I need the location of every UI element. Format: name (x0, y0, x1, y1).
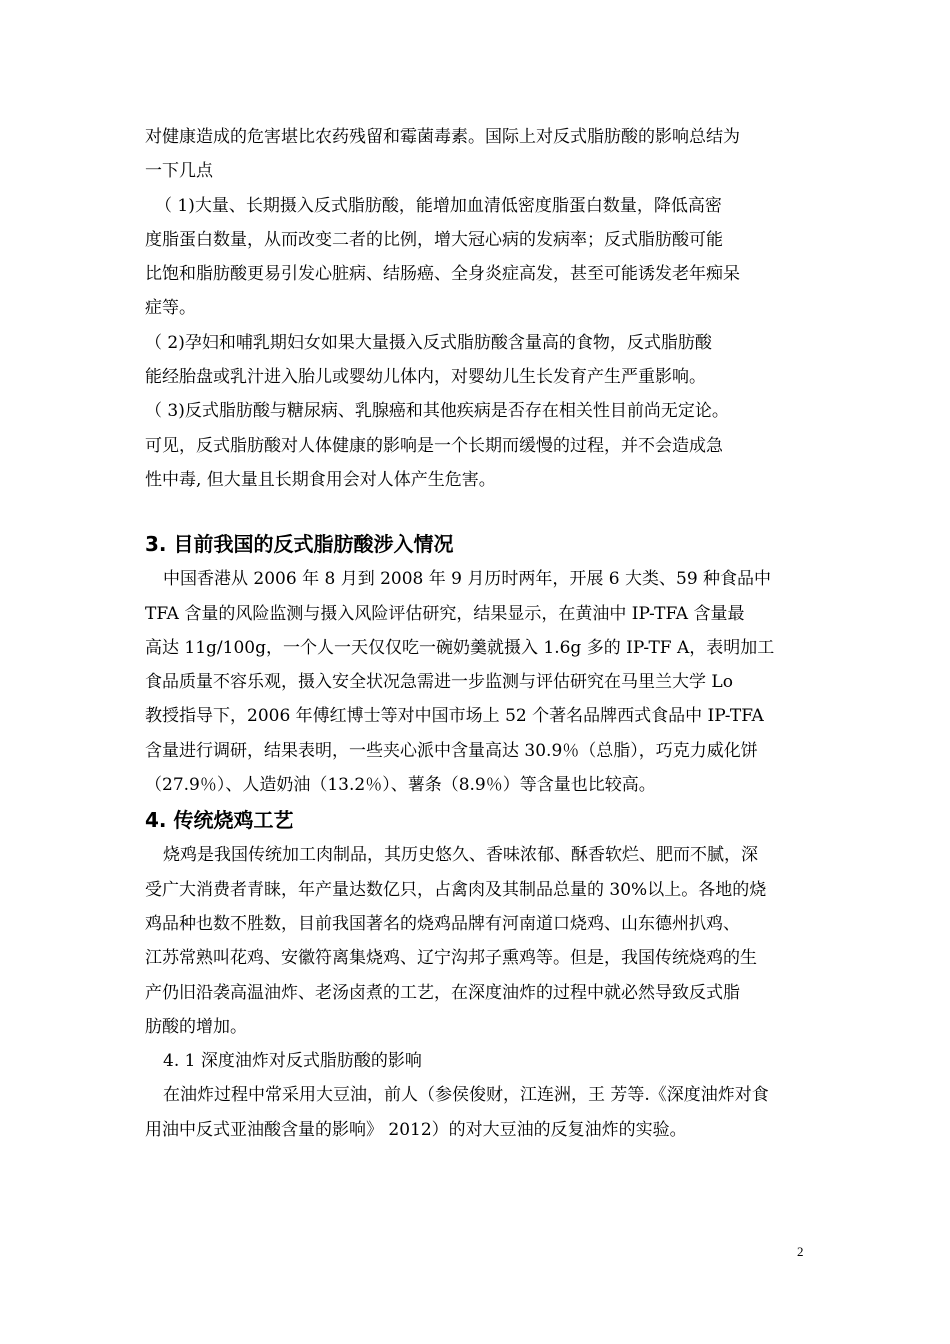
text-line: 受广大消费者青睐，年产量达数亿只，占禽肉及其制品总量的 30%以上。各地的烧 (145, 879, 767, 900)
text-line: （ 2)孕妇和哺乳期妇女如果大量摄入反式脂肪酸含量高的食物，反式脂肪酸 (145, 332, 712, 353)
text-line: 症等。 (145, 298, 196, 319)
text-line: 教授指导下，2006 年傅红博士等对中国市场上 52 个著名品牌西式食品中 IP-TFA (145, 706, 764, 727)
text-line: （ 1)大量、长期摄入反式脂肪酸，能增加血清低密度脂蛋白数量，降低高密 (155, 195, 722, 216)
text-line: 能经胎盘或乳汁进入胎儿或婴幼儿体内，对婴幼儿生长发育产生严重影响。 (145, 367, 706, 388)
text-line: 度脂蛋白数量，从而改变二者的比例，增大冠心病的发病率；反式脂肪酸可能 (145, 229, 723, 250)
text-line: 江苏常熟叫花鸡、安徽符离集烧鸡、辽宁沟邦子熏鸡等。但是，我国传统烧鸡的生 (145, 948, 757, 969)
text-line: 鸡品种也数不胜数，目前我国著名的烧鸡品牌有河南道口烧鸡、山东德州扒鸡、 (145, 913, 740, 934)
text-line: 烧鸡是我国传统加工肉制品，其历史悠久、香味浓郁、酥香软烂、肥而不腻，深 (163, 845, 758, 866)
text-line: 中国香港从 2006 年 8 月到 2008 年 9 月历时两年，开展 6 大类、59 种食品中 (163, 569, 772, 590)
section-3-body (145, 562, 810, 802)
page-number: 2 (797, 1244, 804, 1259)
text-line: 食品质量不容乐观，摄入安全状况急需进一步监测与评估研究在马里兰大学 Lo (145, 672, 733, 693)
list-item-1 (145, 189, 810, 326)
subsection-body (145, 1078, 810, 1147)
text-line: 含量进行调研，结果表明，一些夹心派中含量高达 30.9％（总脂），巧克力威化饼 (145, 740, 758, 761)
text-line: 产仍旧沿袭高温油炸、老汤卤煮的工艺，在深度油炸的过程中就必然导致反式脂 (145, 982, 740, 1003)
text-line: TFA 含量的风险监测与摄入风险评估研究，结果显示，在黄油中 IP-TFA 含量最 (145, 603, 745, 624)
text-line: 高达 11g/100g，一个人一天仅仅吃一碗奶羹就摄入 1.6g 多的 IP-TF A，表明加工 (145, 637, 775, 658)
intro-paragraph (145, 120, 810, 189)
section-4-heading: 4. 传统烧鸡工艺 (145, 808, 294, 833)
text-line: 用油中反式亚油酸含量的影响》 2012）的对大豆油的反复油炸的实验。 (145, 1119, 687, 1140)
text-line: 肪酸的增加。 (145, 1016, 247, 1037)
text-line: 可见，反式脂肪酸对人体健康的影响是一个长期而缓慢的过程，并不会造成急 (145, 435, 723, 456)
text-line: （ 3)反式脂肪酸与糖尿病、乳腺癌和其他疾病是否存在相关性目前尚无定论。 (145, 401, 729, 422)
section-3-heading: 3. 目前我国的反式脂肪酸涉入情况 (145, 532, 454, 557)
text-line: 在油炸过程中常采用大豆油，前人（参侯俊财，江连洲，王 芳等.《深度油炸对食 (163, 1085, 769, 1106)
text-line: 对健康造成的危害堪比农药残留和霉菌毒素。国际上对反式脂肪酸的影响总结为 (145, 127, 740, 147)
text-line: （27.9％）、人造奶油（13.2％）、薯条（8.9％）等含量也比较高。 (145, 775, 656, 796)
section-spacer (145, 497, 810, 526)
page-content (145, 120, 810, 1147)
section-4-body (145, 838, 810, 1044)
list-item-2 (145, 326, 810, 395)
text-line: 性中毒, 但大量且长期食用会对人体产生危害。 (145, 469, 496, 490)
text-line: 一下几点 (145, 161, 213, 182)
text-line: 比饱和脂肪酸更易引发心脏病、结肠癌、全身炎症高发，甚至可能诱发老年痴呆 (145, 264, 740, 285)
subsection-heading: 4. 1 深度油炸对反式脂肪酸的影响 (163, 1051, 422, 1072)
list-item-3 (145, 394, 810, 497)
